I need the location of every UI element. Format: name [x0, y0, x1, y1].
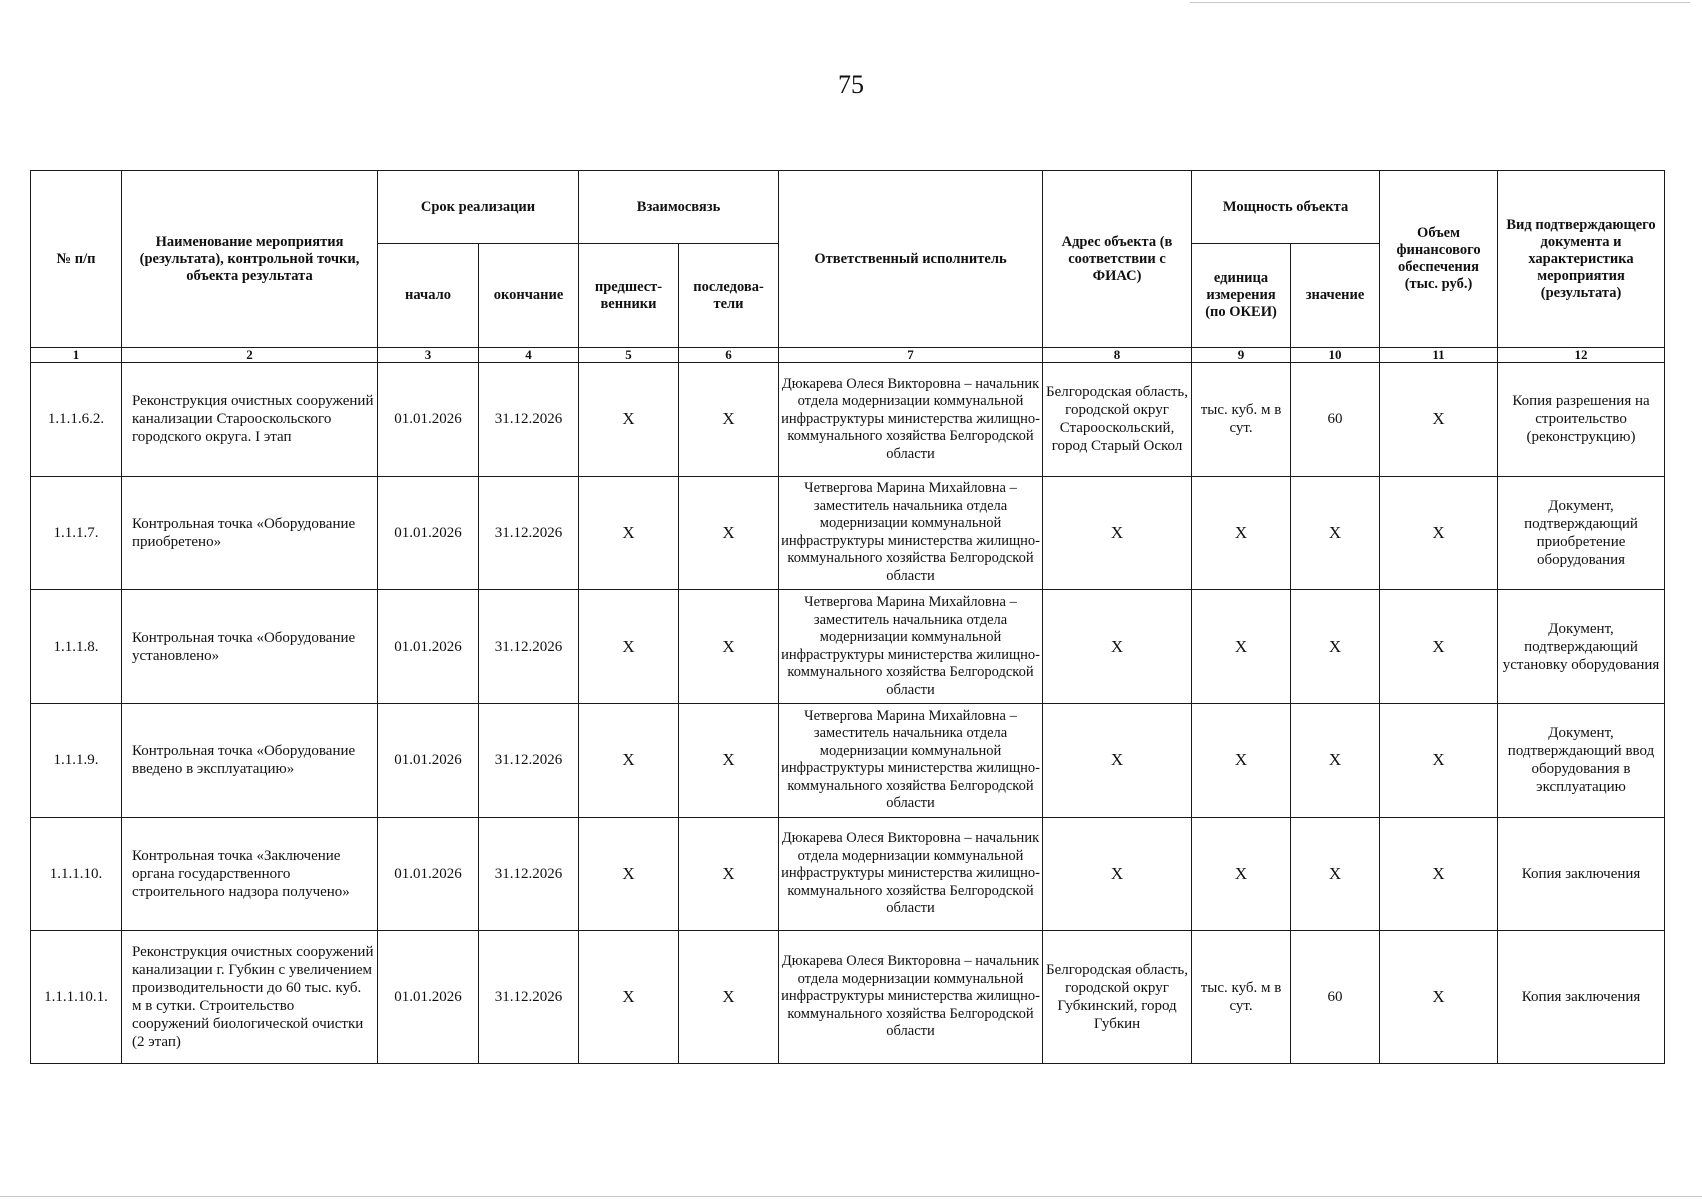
col-header-link: Взаимосвязь	[579, 171, 779, 244]
cell-end: 31.12.2026	[479, 703, 579, 817]
cell-value: Х	[1291, 476, 1380, 590]
cell-executor: Дюкарева Олеся Викторовна – начальник отдела модернизации коммунальной инфраструктуры министерства жилищно-коммунального хозяйства Белгородской области	[779, 817, 1043, 931]
cell-num: 1.1.1.9.	[31, 703, 122, 817]
cell-name: Контрольная точка «Оборудование приобретено»	[122, 476, 378, 590]
col-header-name: Наименование мероприятия (результата), контрольной точки, объекта результата	[122, 171, 378, 348]
cell-next: Х	[679, 476, 779, 590]
cell-end: 31.12.2026	[479, 931, 579, 1064]
cell-unit: тыс. куб. м в сут.	[1192, 931, 1291, 1064]
col-header-capacity-unit: единица измерения (по ОКЕИ)	[1192, 244, 1291, 348]
cell-value: Х	[1291, 590, 1380, 704]
table-row	[31, 476, 1665, 590]
cell-document: Копия заключения	[1498, 817, 1665, 931]
cell-value: 60	[1291, 363, 1380, 477]
cell-name: Контрольная точка «Заключение органа государственного строительного надзора получено»	[122, 817, 378, 931]
cell-finance: Х	[1380, 363, 1498, 477]
cell-document: Документ, подтверждающий приобретение оборудования	[1498, 476, 1665, 590]
cell-address: Белгородская область, городской округ Старооскольский, город Старый Оскол	[1043, 363, 1192, 477]
col-header-address: Адрес объекта (в соответствии с ФИАС)	[1043, 171, 1192, 348]
cell-finance: Х	[1380, 476, 1498, 590]
col-header-executor: Ответственный исполнитель	[779, 171, 1043, 348]
column-number: 5	[579, 348, 679, 363]
table-row	[31, 703, 1665, 817]
cell-num: 1.1.1.6.2.	[31, 363, 122, 477]
column-number: 10	[1291, 348, 1380, 363]
cell-prev: Х	[579, 703, 679, 817]
header-row-1	[31, 171, 1665, 244]
cell-finance: Х	[1380, 590, 1498, 704]
cell-address: Х	[1043, 590, 1192, 704]
cell-end: 31.12.2026	[479, 363, 579, 477]
scan-artifact-bottom	[0, 1196, 1702, 1197]
cell-value: 60	[1291, 931, 1380, 1064]
cell-prev: Х	[579, 817, 679, 931]
events-table	[30, 170, 1665, 1064]
col-header-link-next: последова-тели	[679, 244, 779, 348]
cell-address: Х	[1043, 703, 1192, 817]
table-row	[31, 817, 1665, 931]
column-number: 8	[1043, 348, 1192, 363]
col-header-num: № п/п	[31, 171, 122, 348]
cell-executor: Дюкарева Олеся Викторовна – начальник отдела модернизации коммунальной инфраструктуры министерства жилищно-коммунального хозяйства Белгородской области	[779, 363, 1043, 477]
cell-next: Х	[679, 817, 779, 931]
cell-prev: Х	[579, 590, 679, 704]
cell-name: Реконструкция очистных сооружений канализации Старооскольского городского округа. I этап	[122, 363, 378, 477]
cell-finance: Х	[1380, 703, 1498, 817]
cell-executor: Четвергова Марина Михайловна – заместитель начальника отдела модернизации коммунальной инфраструктуры министерства жилищно-коммунального хозяйства Белгородской области	[779, 590, 1043, 704]
cell-address: Х	[1043, 476, 1192, 590]
cell-value: Х	[1291, 703, 1380, 817]
cell-num: 1.1.1.10.	[31, 817, 122, 931]
col-header-capacity-value: значение	[1291, 244, 1380, 348]
column-number: 1	[31, 348, 122, 363]
cell-name: Реконструкция очистных сооружений канализации г. Губкин с увеличением производительности до 60 тыс. куб. м в сутки. Строительство сооружений биологической очистки (2 этап)	[122, 931, 378, 1064]
col-header-document: Вид подтверждающего документа и характеристика мероприятия (результата)	[1498, 171, 1665, 348]
cell-document: Копия заключения	[1498, 931, 1665, 1064]
cell-finance: Х	[1380, 817, 1498, 931]
cell-prev: Х	[579, 931, 679, 1064]
cell-unit: тыс. куб. м в сут.	[1192, 363, 1291, 477]
cell-start: 01.01.2026	[378, 590, 479, 704]
cell-start: 01.01.2026	[378, 363, 479, 477]
col-header-term-end: окончание	[479, 244, 579, 348]
column-number: 7	[779, 348, 1043, 363]
cell-executor: Четвергова Марина Михайловна – заместитель начальника отдела модернизации коммунальной инфраструктуры министерства жилищно-коммунального хозяйства Белгородской области	[779, 703, 1043, 817]
cell-end: 31.12.2026	[479, 476, 579, 590]
column-number: 4	[479, 348, 579, 363]
column-number: 2	[122, 348, 378, 363]
cell-next: Х	[679, 931, 779, 1064]
scan-artifact-top	[1190, 2, 1690, 3]
cell-address: Белгородская область, городской округ Губкинский, город Губкин	[1043, 931, 1192, 1064]
cell-start: 01.01.2026	[378, 703, 479, 817]
cell-name: Контрольная точка «Оборудование установлено»	[122, 590, 378, 704]
cell-name: Контрольная точка «Оборудование введено в эксплуатацию»	[122, 703, 378, 817]
cell-num: 1.1.1.10.1.	[31, 931, 122, 1064]
col-header-finance: Объем финансового обеспечения (тыс. руб.)	[1380, 171, 1498, 348]
cell-document: Копия разрешения на строительство (реконструкцию)	[1498, 363, 1665, 477]
cell-unit: Х	[1192, 817, 1291, 931]
cell-start: 01.01.2026	[378, 476, 479, 590]
col-header-link-prev: предшест-венники	[579, 244, 679, 348]
cell-unit: Х	[1192, 476, 1291, 590]
cell-num: 1.1.1.8.	[31, 590, 122, 704]
table-row	[31, 931, 1665, 1064]
cell-address: Х	[1043, 817, 1192, 931]
cell-start: 01.01.2026	[378, 931, 479, 1064]
cell-num: 1.1.1.7.	[31, 476, 122, 590]
page-number: 75	[838, 70, 864, 99]
column-number: 11	[1380, 348, 1498, 363]
table-row	[31, 590, 1665, 704]
cell-next: Х	[679, 363, 779, 477]
column-number: 12	[1498, 348, 1665, 363]
cell-document: Документ, подтверждающий ввод оборудования в эксплуатацию	[1498, 703, 1665, 817]
cell-end: 31.12.2026	[479, 817, 579, 931]
cell-finance: Х	[1380, 931, 1498, 1064]
cell-next: Х	[679, 590, 779, 704]
column-numbers-row	[31, 348, 1665, 363]
column-number: 3	[378, 348, 479, 363]
cell-executor: Четвергова Марина Михайловна – заместитель начальника отдела модернизации коммунальной инфраструктуры министерства жилищно-коммунального хозяйства Белгородской области	[779, 476, 1043, 590]
column-number: 6	[679, 348, 779, 363]
cell-executor: Дюкарева Олеся Викторовна – начальник отдела модернизации коммунальной инфраструктуры министерства жилищно-коммунального хозяйства Белгородской области	[779, 931, 1043, 1064]
col-header-term: Срок реализации	[378, 171, 579, 244]
cell-unit: Х	[1192, 590, 1291, 704]
cell-value: Х	[1291, 817, 1380, 931]
cell-unit: Х	[1192, 703, 1291, 817]
cell-start: 01.01.2026	[378, 817, 479, 931]
col-header-capacity: Мощность объекта	[1192, 171, 1380, 244]
column-number: 9	[1192, 348, 1291, 363]
cell-document: Документ, подтверждающий установку оборудования	[1498, 590, 1665, 704]
table-row	[31, 363, 1665, 477]
cell-prev: Х	[579, 363, 679, 477]
col-header-term-start: начало	[378, 244, 479, 348]
cell-end: 31.12.2026	[479, 590, 579, 704]
cell-prev: Х	[579, 476, 679, 590]
cell-next: Х	[679, 703, 779, 817]
